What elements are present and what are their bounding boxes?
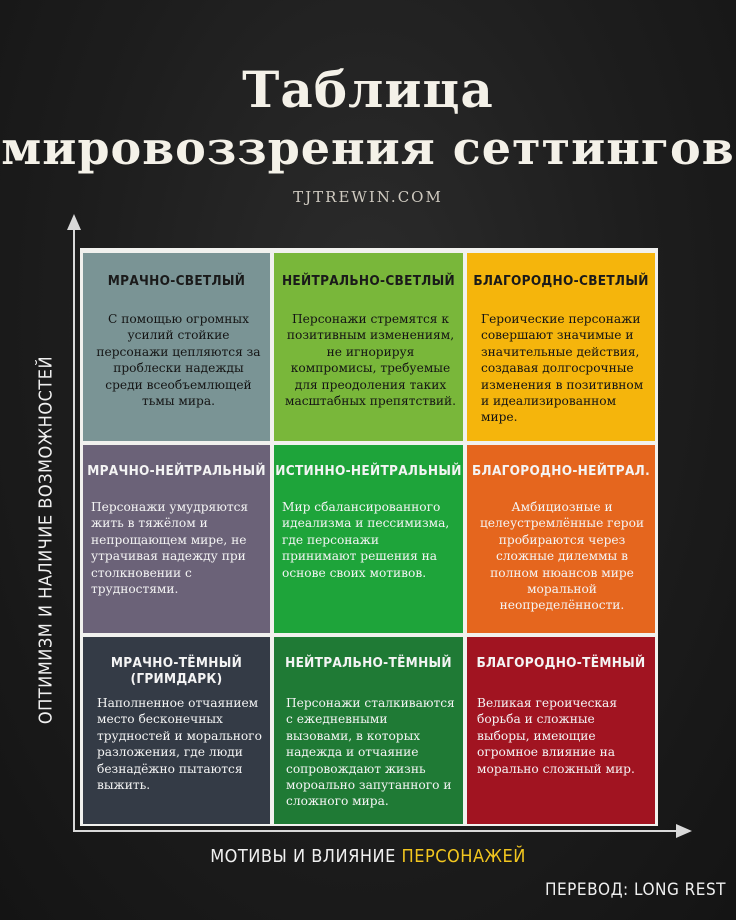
x-axis-arrow-icon — [676, 824, 692, 838]
cell-noble-neutral — [467, 445, 655, 633]
cell-neutral-bright — [274, 253, 463, 441]
cell-text: Персонажи сталкиваются с ежедневными вызовами, в которых надежда и отчаяние сопровождают жизнь мороально запутанного и сложного мира. — [286, 696, 455, 809]
cell-text: Персонажи стремятся к позитивным изменениям, не игнорируя компромисы, требуемые для преодоления таких масштабных препятствий. — [284, 312, 457, 409]
cell-title: МРАЧНО-НЕЙТРАЛЬНЫЙ — [87, 463, 266, 479]
x-axis-label — [0, 846, 736, 867]
cell-title: БЛАГОРОДНО-ТЁМНЫЙ — [476, 655, 646, 671]
site-credit: TJTREWIN.COM — [293, 188, 443, 206]
cell-text: Мир сбалансированного идеализма и пессимизма, где персонажи принимают решения на основе своих мотивов. — [282, 500, 450, 580]
cell-grim-neutral — [83, 445, 270, 633]
cell-true-neutral — [274, 445, 463, 633]
x-axis-line — [73, 830, 679, 832]
cell-text: Амбициозные и целеустремлённые герои пробираются через сложные дилеммы в полном нюансов мире моральной неопределённости. — [479, 500, 645, 613]
cell-title: ИСТИННО-НЕЙТРАЛЬНЫЙ — [275, 463, 462, 479]
cell-text: Наполненное отчаянием место бесконечных трудностей и морального разложения, где люди безнадёжно пытаются выжить. — [97, 696, 262, 793]
cell-noble-dark — [467, 637, 655, 824]
page-title-line-2: мировоззрения сеттингов — [1, 121, 735, 175]
cell-grim-dark — [83, 637, 270, 824]
y-axis-line — [73, 228, 75, 832]
cell-text: Персонажи умудряются жить в тяжёлом и непрощающем мире, не утрачивая надежду при столкновении с трудностями. — [91, 500, 249, 597]
y-axis-arrow-icon — [67, 214, 81, 230]
cell-neutral-dark — [274, 637, 463, 824]
cell-title: НЕЙТРАЛЬНО-СВЕТЛЫЙ — [281, 273, 456, 289]
cell-title: БЛАГОРОДНО-СВЕТЛЫЙ — [473, 273, 649, 289]
cell-title: МРАЧНО-ТЁМНЫЙ — [110, 655, 243, 671]
cell-title: МРАЧНО-СВЕТЛЫЙ — [107, 273, 246, 289]
page-title-line-1: Таблица — [242, 60, 494, 119]
cell-text: С помощью огромных усилий стойкие персонажи цепляются за проблески надежды среди всеобъемлющей тьмы мира. — [96, 312, 261, 409]
cell-title: НЕЙТРАЛЬНО-ТЁМНЫЙ — [285, 655, 452, 671]
x-axis-label-part2: ПЕРСОНАЖЕЙ — [401, 846, 526, 867]
cell-subtitle: (ГРИМДАРК) — [130, 671, 223, 687]
cell-title: БЛАГОРОДНО-НЕЙТРАЛ. — [472, 463, 650, 479]
cell-text: Великая героическая борьба и сложные выборы, имеющие огромное влияние на морально сложный мир. — [477, 696, 635, 776]
cell-noble-bright — [467, 253, 655, 441]
x-axis-label-part1: МОТИВЫ И ВЛИЯНИЕ — [210, 846, 402, 867]
translation-credit: ПЕРЕВОД: LONG REST — [545, 880, 726, 900]
cell-grim-bright — [83, 253, 270, 441]
alignment-grid — [80, 248, 658, 826]
cell-text: Героические персонажи совершают значимые и значительные действия, создавая долгосрочные изменения в позитивном и идеализированном мире. — [481, 312, 644, 425]
